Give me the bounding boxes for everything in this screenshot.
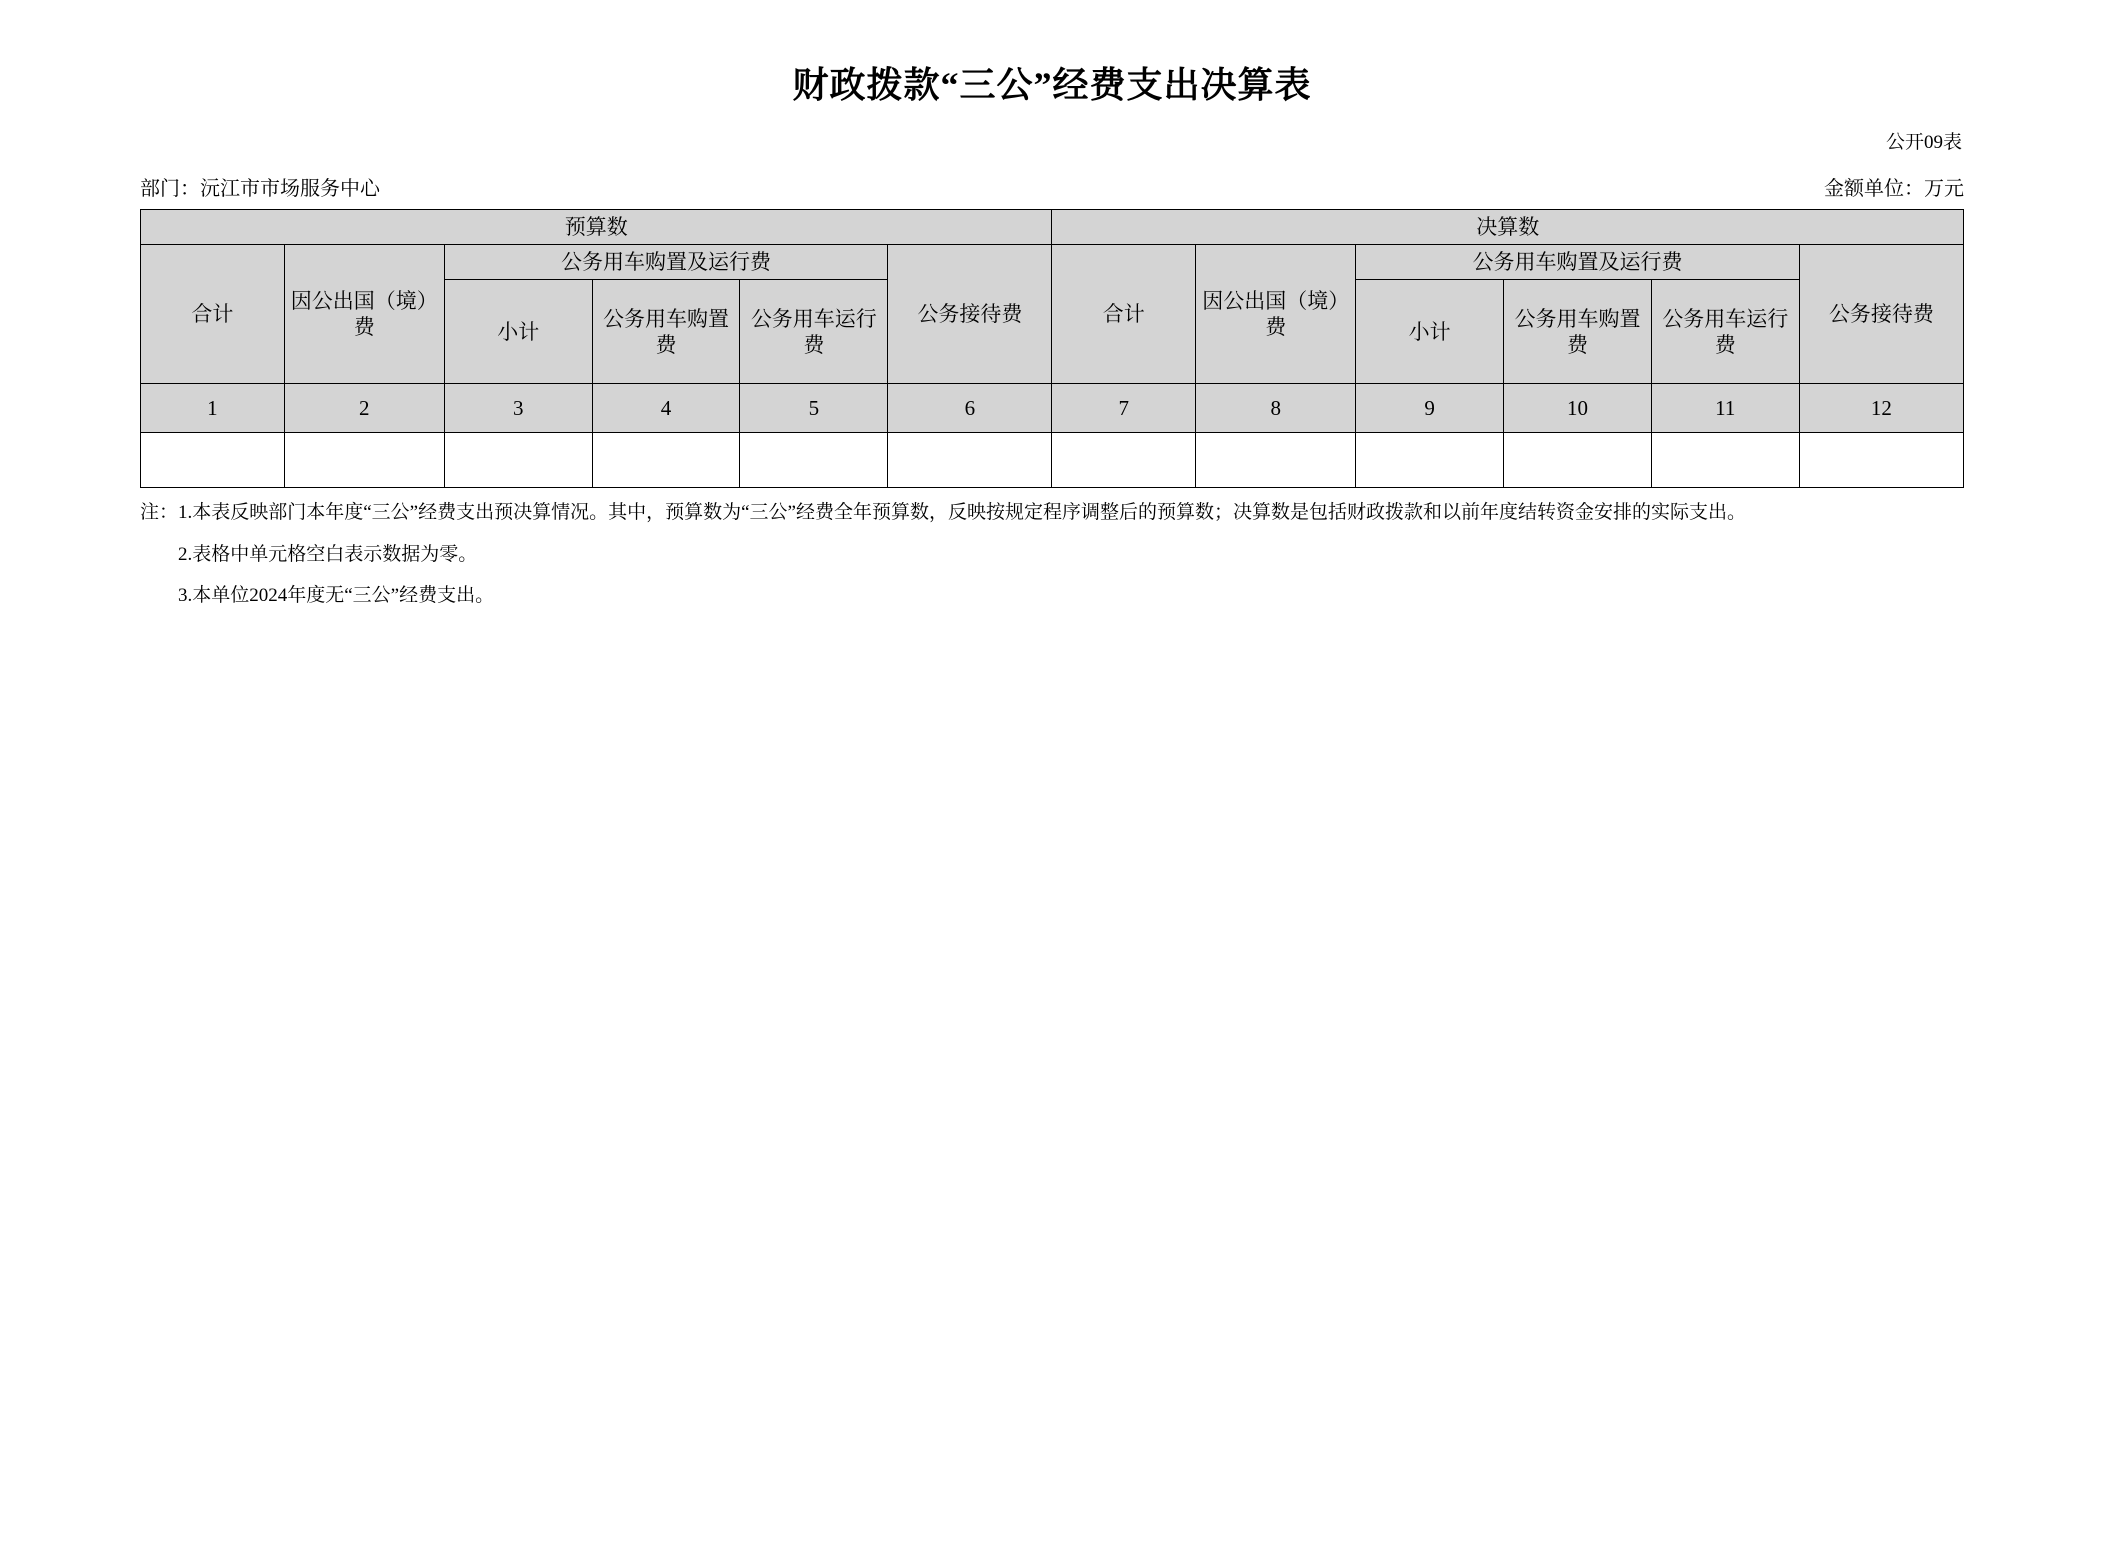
page-title: 财政拨款“三公”经费支出决算表 — [792, 65, 1312, 105]
department-label: 部门：沅江市市场服务中心 — [140, 177, 380, 200]
table-cell — [1356, 433, 1504, 488]
document-page — [0, 62, 2104, 1550]
column-number: 6 — [888, 384, 1052, 433]
table-cell — [1196, 433, 1356, 488]
note-1: 注：1.本表反映部门本年度“三公”经费支出预决算情况。其中，预算数为“三公”经费全年预算数，反映按规定程序调整后的预算数；决算数是包括财政拨款和以前年度结转资金安排的实际支出。 — [140, 502, 1746, 524]
column-number: 11 — [1651, 384, 1799, 433]
table-column-number-row — [141, 384, 1964, 433]
column-number: 4 — [592, 384, 740, 433]
column-number: 9 — [1356, 384, 1504, 433]
column-number: 12 — [1799, 384, 1963, 433]
table-group-header-row — [141, 209, 1964, 244]
table-cell — [592, 433, 740, 488]
column-header-budget-vehicle-purchase: 公务用车购置费 — [592, 280, 740, 384]
table-cell — [1799, 433, 1963, 488]
note-3: 3.本单位2024年度无“三公”经费支出。 — [178, 585, 495, 607]
amount-unit-label: 金额单位：万元 — [1824, 177, 1964, 200]
column-header-final-vehicle-operation: 公务用车运行费 — [1651, 280, 1799, 384]
table-subheader-row-1 — [141, 245, 1964, 280]
table-cell — [444, 433, 592, 488]
table-notes — [140, 498, 1964, 610]
column-number: 5 — [740, 384, 888, 433]
group-header-budget: 预算数 — [141, 209, 1052, 244]
column-header-budget-total: 合计 — [141, 245, 285, 384]
table-cell — [1052, 433, 1196, 488]
column-number: 2 — [284, 384, 444, 433]
column-header-final-vehicle-group: 公务用车购置及运行费 — [1356, 245, 1799, 280]
column-header-final-vehicle-subtotal: 小计 — [1356, 280, 1504, 384]
table-cell — [284, 433, 444, 488]
three-public-expenses-table — [140, 209, 1964, 489]
note-2: 2.表格中单元格空白表示数据为零。 — [178, 543, 478, 565]
meta-row — [140, 172, 1964, 201]
column-header-budget-reception: 公务接待费 — [888, 245, 1052, 384]
table-cell — [141, 433, 285, 488]
column-header-budget-vehicle-operation: 公务用车运行费 — [740, 280, 888, 384]
column-header-budget-vehicle-subtotal: 小计 — [444, 280, 592, 384]
column-header-final-abroad: 因公出国（境）费 — [1196, 245, 1356, 384]
column-header-final-total: 合计 — [1052, 245, 1196, 384]
column-header-final-vehicle-purchase: 公务用车购置费 — [1504, 280, 1652, 384]
column-number: 10 — [1504, 384, 1652, 433]
table-cell — [1651, 433, 1799, 488]
column-header-budget-vehicle-group: 公务用车购置及运行费 — [444, 245, 887, 280]
column-number: 7 — [1052, 384, 1196, 433]
column-number: 8 — [1196, 384, 1356, 433]
column-number: 3 — [444, 384, 592, 433]
table-cell — [1504, 433, 1652, 488]
column-number: 1 — [141, 384, 285, 433]
column-header-final-reception: 公务接待费 — [1799, 245, 1963, 384]
column-header-budget-abroad: 因公出国（境）费 — [284, 245, 444, 384]
table-cell — [740, 433, 888, 488]
form-code: 公开09表 — [1885, 131, 1962, 153]
group-header-final: 决算数 — [1052, 209, 1964, 244]
table-row — [141, 433, 1964, 488]
table-cell — [888, 433, 1052, 488]
